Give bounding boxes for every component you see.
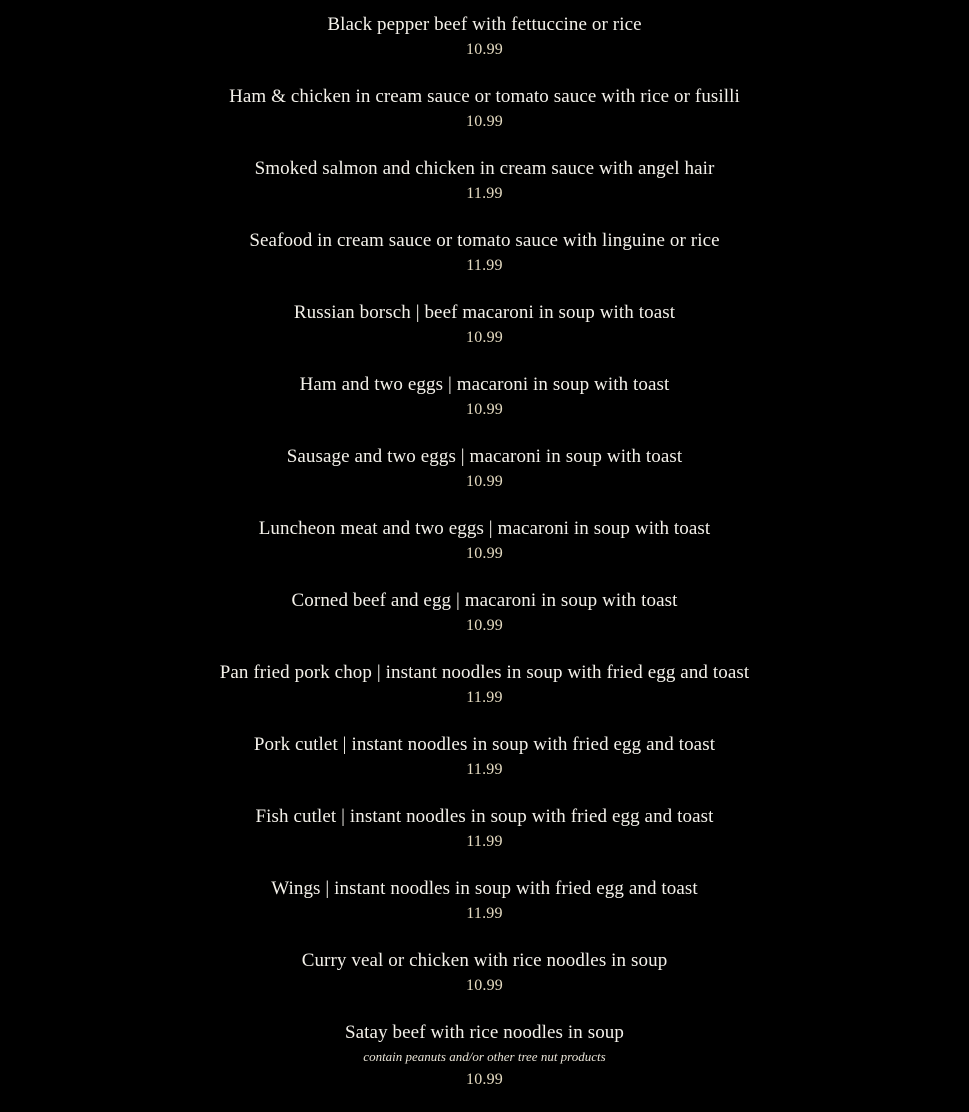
menu-item-black-pepper-beef (0, 12, 969, 84)
menu-item-price: 10.99 (466, 977, 503, 994)
menu-item-corned-beef (0, 588, 969, 660)
menu-item-price: 11.99 (466, 689, 503, 706)
menu-item-sausage-two-eggs (0, 444, 969, 516)
menu-item-name: Wings | instant noodles in soup with fried egg and toast (271, 878, 698, 899)
menu-item-name: Satay beef with rice noodles in soup (344, 1022, 625, 1043)
menu-item-curry-veal-chicken (0, 948, 969, 1020)
menu-item-name: Ham and two eggs | macaroni in soup with toast (299, 374, 670, 395)
menu-item-satay-beef (0, 1020, 969, 1092)
allergen-note: contain peanuts and/or other tree nut products (363, 1049, 606, 1064)
menu-item-name: Pan fried pork chop | instant noodles in soup with fried egg and toast (219, 662, 750, 683)
menu-item-price: 10.99 (466, 329, 503, 346)
menu-item-name: Corned beef and egg | macaroni in soup with toast (291, 590, 678, 611)
menu-item-price: 10.99 (466, 113, 503, 130)
menu-item-name: Luncheon meat and two eggs | macaroni in soup with toast (258, 518, 711, 539)
menu-item-seafood (0, 228, 969, 300)
menu-item-name: Pork cutlet | instant noodles in soup with fried egg and toast (253, 734, 716, 755)
menu-item-name: Russian borsch | beef macaroni in soup with toast (293, 302, 676, 323)
menu-item-name: Seafood in cream sauce or tomato sauce with linguine or rice (249, 230, 720, 251)
menu-item-name: Smoked salmon and chicken in cream sauce with angel hair (254, 158, 715, 179)
menu-item-name: Fish cutlet | instant noodles in soup with fried egg and toast (255, 806, 714, 827)
menu-item-price: 11.99 (466, 905, 503, 922)
menu-item-ham-chicken (0, 84, 969, 156)
menu-item-name: Sausage and two eggs | macaroni in soup with toast (286, 446, 683, 467)
menu-item-price: 10.99 (466, 41, 503, 58)
menu-item-name: Curry veal or chicken with rice noodles in soup (301, 950, 668, 971)
menu-item-price: 10.99 (466, 473, 503, 490)
menu-item-ham-two-eggs (0, 372, 969, 444)
menu-item-pork-chop (0, 660, 969, 732)
menu-item-pork-cutlet (0, 732, 969, 804)
menu-item-price: 11.99 (466, 185, 503, 202)
menu-item-smoked-salmon-chicken (0, 156, 969, 228)
menu-item-wings (0, 876, 969, 948)
menu-item-price: 11.99 (466, 833, 503, 850)
menu-item-price: 10.99 (466, 1071, 503, 1088)
menu-item-price: 10.99 (466, 401, 503, 418)
menu-item-price: 11.99 (466, 257, 503, 274)
menu-list (0, 12, 969, 1092)
menu-item-price: 10.99 (466, 617, 503, 634)
menu-item-price: 11.99 (466, 761, 503, 778)
menu-item-name: Ham & chicken in cream sauce or tomato sauce with rice or fusilli (229, 86, 740, 107)
menu-item-price: 10.99 (466, 545, 503, 562)
menu-item-fish-cutlet (0, 804, 969, 876)
menu-item-russian-borsch (0, 300, 969, 372)
menu-item-luncheon-meat (0, 516, 969, 588)
menu-item-name: Black pepper beef with fettuccine or rice (327, 14, 642, 35)
